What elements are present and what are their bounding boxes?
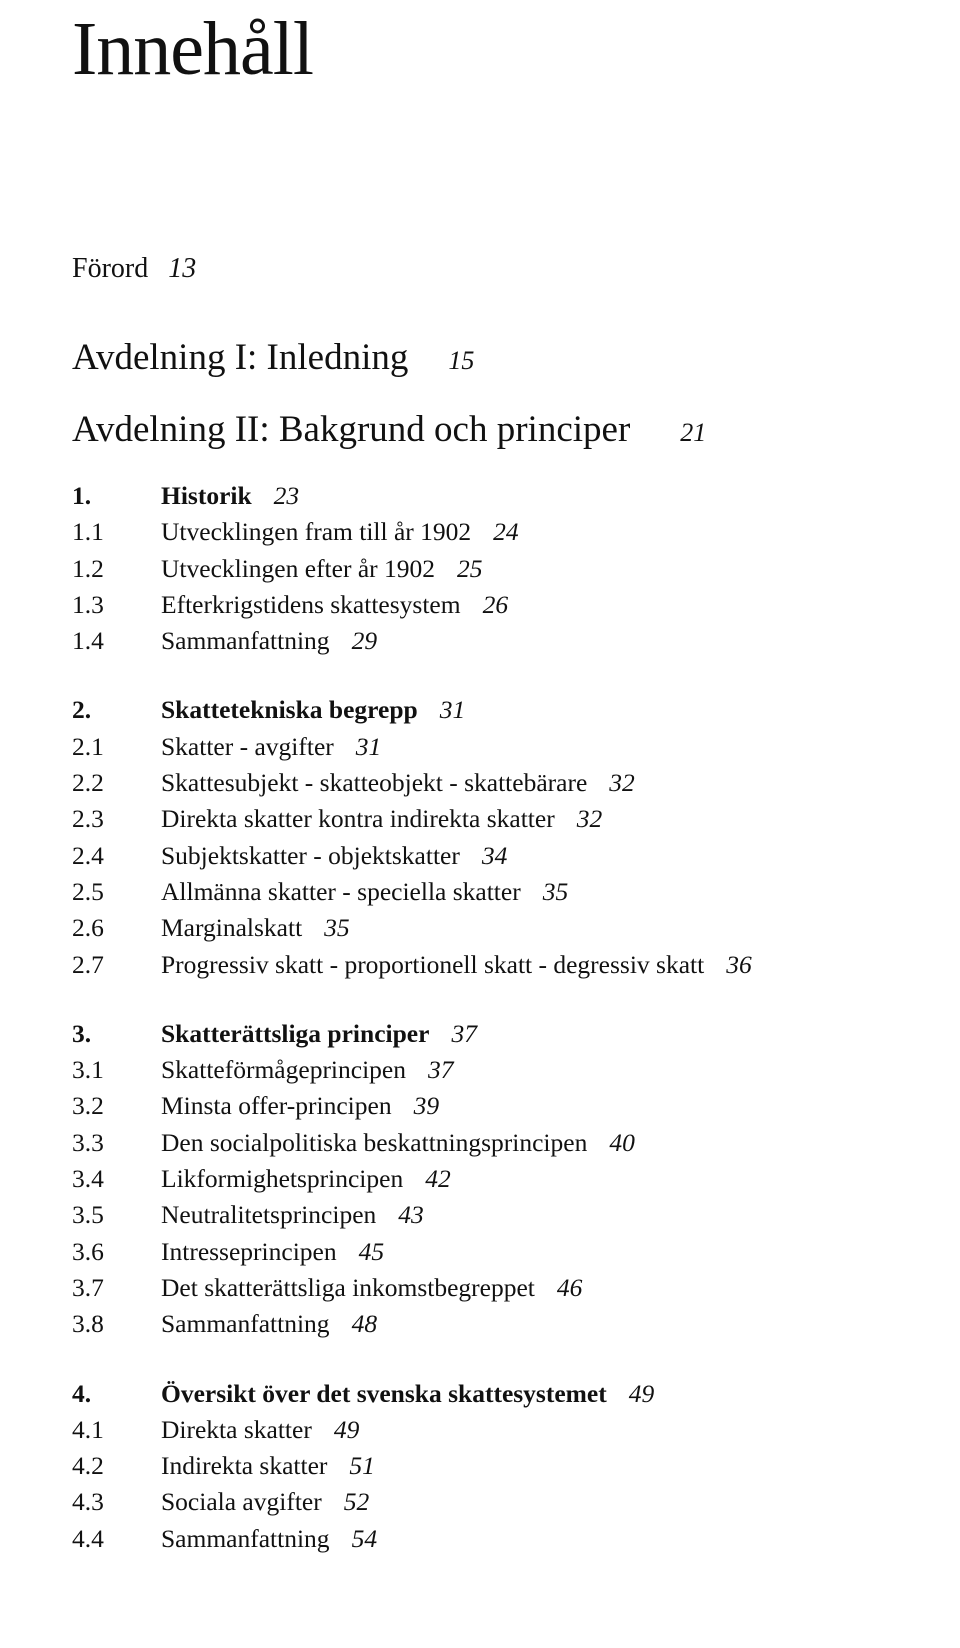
toc-entry-text [161,623,377,659]
toc-entry-label: Översikt över det svenska skattesystemet [161,1378,607,1408]
toc-entry-page: 48 [351,1309,378,1339]
toc-section-entry[interactable] [72,1161,952,1197]
toc-entry-number: 4.1 [72,1414,104,1444]
toc-entry-text [161,1412,359,1448]
toc-entry-label: Direkta skatter kontra indirekta skatter [161,804,555,834]
toc-chapter [72,1376,952,1557]
toc-entry-text [161,692,465,728]
toc-entry-label: Historik [161,481,252,510]
toc-entry-page: 35 [324,913,350,943]
toc-entry-page: 49 [628,1378,655,1408]
toc-entry-page: 42 [425,1164,451,1194]
toc-entry-label: Skatter - avgifter [161,731,334,761]
toc-entry-text [161,1016,477,1052]
toc-section-entry[interactable] [72,729,952,765]
toc-entry-label: Skattetekniska begrepp [161,695,418,725]
toc-entry-page: 35 [542,876,569,906]
toc-entry-page: 37 [428,1055,454,1085]
toc-entry-number: 3.6 [72,1236,104,1266]
toc-entry-page: 31 [439,695,466,725]
toc-entry-text [161,801,602,837]
toc-section-entry[interactable] [72,1125,952,1161]
toc-entry-label: Utvecklingen efter år 1902 [161,553,436,583]
toc-entry-page: 37 [451,1018,477,1048]
toc-entry-label: Allmänna skatter - speciella skatter [161,876,521,906]
toc-section-entry[interactable] [72,910,952,946]
toc-chapter [72,1016,952,1343]
toc-section-entry[interactable] [72,1234,952,1270]
toc-entry-page: 46 [556,1272,583,1302]
toc-chapter-list [72,478,952,1590]
toc-entry-page: 15 [448,346,475,375]
toc-entry-page: 51 [349,1451,375,1481]
toc-entry-page: 52 [343,1487,370,1517]
toc-entry-text [161,1088,439,1124]
toc-entry-label: Progressiv skatt - proportionell skatt - degressiv skatt [161,949,705,979]
toc-entry-label: Det skatterättsliga inkomstbegreppet [161,1272,535,1302]
toc-entry-text [161,1234,384,1270]
toc-entry-number: 2.4 [72,840,104,870]
toc-entry-number: 2.1 [72,731,104,761]
toc-chapter [72,692,952,982]
toc-entry-label: Indirekta skatter [161,1451,328,1481]
toc-entry-number: 2.3 [72,804,104,834]
toc-entry-part-1[interactable] [72,336,474,383]
toc-entry-page: 23 [273,481,300,510]
toc-entry-number: 3.3 [72,1127,104,1157]
toc-entry-number: 3.5 [72,1200,104,1230]
toc-entry-text [161,1270,582,1306]
toc-entry-number: 4.2 [72,1451,104,1481]
toc-section-entry[interactable] [72,1197,952,1233]
toc-entry-page: 13 [168,253,197,284]
toc-entry-page: 32 [609,768,635,798]
toc-entry-label: Sammanfattning [161,1523,330,1553]
toc-entry-text [161,765,635,801]
toc-entry-label: Förord [72,253,149,284]
toc-entry-label: Direkta skatter [161,1414,312,1444]
toc-entry-text [161,1376,654,1412]
toc-section-entry[interactable] [72,947,952,983]
toc-entry-text [161,1306,377,1342]
toc-entry-text [161,729,381,765]
toc-section-entry[interactable] [72,838,952,874]
toc-entry-label: Minsta offer-principen [161,1091,392,1121]
toc-entry-text [161,1161,451,1197]
toc-entry-text [161,874,568,910]
toc-entry-label: Sammanfattning [161,1309,330,1339]
toc-entry-number: 2.5 [72,876,104,906]
toc-chapter-heading[interactable] [72,1016,952,1052]
toc-entry-number: 3.4 [72,1164,104,1194]
toc-entry-text [161,947,752,983]
toc-entry-number: 1.3 [72,589,104,619]
toc-section-entry[interactable] [72,1448,952,1484]
toc-entry-page: 24 [493,517,519,547]
toc-section-entry[interactable] [72,551,952,587]
toc-section-entry[interactable] [72,1306,952,1342]
toc-entry-label: Skatteförmågeprincipen [161,1055,406,1085]
toc-entry-label: Avdelning I: Inledning [72,337,409,378]
toc-entry-text [161,1484,369,1520]
toc-entry-number: 1.1 [72,517,104,547]
toc-entry-number: 1. [72,481,92,510]
toc-section-entry[interactable] [72,1521,952,1557]
toc-entry-number: 3.8 [72,1309,104,1339]
toc-section-entry[interactable] [72,1412,952,1448]
toc-entry-page: 25 [457,553,483,583]
toc-entry-label: Likformighetsprincipen [161,1164,404,1194]
toc-entry-foreword[interactable] [72,252,196,286]
toc-section-entry[interactable] [72,874,952,910]
toc-entry-label: Subjektskatter - objektskatter [161,840,460,870]
toc-entry-text [161,1197,424,1233]
toc-section-entry[interactable] [72,514,952,550]
toc-entry-number: 2.2 [72,768,104,798]
toc-entry-text [161,551,483,587]
toc-entry-label: Intresseprincipen [161,1236,337,1266]
toc-entry-label: Sociala avgifter [161,1487,322,1517]
toc-chapter-heading[interactable] [72,692,952,728]
toc-chapter [72,478,952,659]
toc-entry-page: 32 [576,804,603,834]
toc-entry-page: 36 [726,949,752,979]
toc-section-entry[interactable] [72,623,952,659]
toc-entry-number: 4.3 [72,1487,104,1517]
toc-entry-text [161,838,507,874]
toc-entry-page: 26 [482,589,509,619]
toc-entry-text [161,587,508,623]
toc-entry-number: 4.4 [72,1523,104,1553]
toc-entry-part-2[interactable] [72,408,706,455]
toc-section-entry[interactable] [72,587,952,623]
toc-entry-page: 39 [413,1091,440,1121]
toc-entry-number: 2. [72,695,92,725]
toc-section-entry[interactable] [72,801,952,837]
toc-section-entry[interactable] [72,1088,952,1124]
toc-entry-number: 2.7 [72,949,104,979]
toc-entry-number: 3.2 [72,1091,104,1121]
toc-entry-number: 3.7 [72,1272,104,1302]
toc-entry-label: Marginalskatt [161,913,303,943]
toc-entry-label: Avdelning II: Bakgrund och principer [72,409,631,450]
toc-entry-page: 21 [680,418,707,447]
toc-entry-page: 34 [481,840,508,870]
toc-section-entry[interactable] [72,1270,952,1306]
toc-entry-text [161,1125,635,1161]
toc-entry-label: Den socialpolitiska beskattningsprincipen [161,1127,588,1157]
toc-entry-number: 1.2 [72,553,104,583]
toc-entry-label: Efterkrigstidens skattesystem [161,589,461,619]
toc-entry-page: 49 [333,1414,360,1444]
toc-entry-page: 29 [351,626,378,656]
toc-entry-page: 54 [351,1523,378,1553]
toc-entry-label: Sammanfattning [161,626,330,656]
toc-entry-text [161,1448,375,1484]
toc-entry-text [161,910,350,946]
toc-entry-page: 45 [358,1236,385,1266]
toc-section-entry[interactable] [72,1484,952,1520]
toc-section-entry[interactable] [72,1052,952,1088]
toc-entry-label: Skattesubjekt - skatteobjekt - skattebärare [161,768,588,798]
toc-chapter-heading[interactable] [72,1376,952,1412]
toc-entry-number: 3. [72,1018,92,1048]
toc-entry-label: Utvecklingen fram till år 1902 [161,517,472,547]
toc-entry-text [161,514,519,550]
toc-entry-text [161,1052,454,1088]
page-title: Innehåll [72,7,314,91]
toc-entry-text [161,478,299,514]
toc-chapter-heading[interactable] [72,478,952,514]
toc-entry-number: 2.6 [72,913,104,943]
toc-entry-page: 31 [355,731,382,761]
toc-entry-number: 4. [72,1378,92,1408]
toc-section-entry[interactable] [72,765,952,801]
toc-entry-label: Neutralitetsprincipen [161,1200,377,1230]
toc-entry-label: Skatterättsliga principer [161,1018,430,1048]
toc-entry-page: 43 [398,1200,424,1230]
toc-entry-page: 40 [609,1127,635,1157]
toc-entry-text [161,1521,377,1557]
toc-entry-number: 1.4 [72,626,104,656]
toc-entry-number: 3.1 [72,1055,104,1085]
